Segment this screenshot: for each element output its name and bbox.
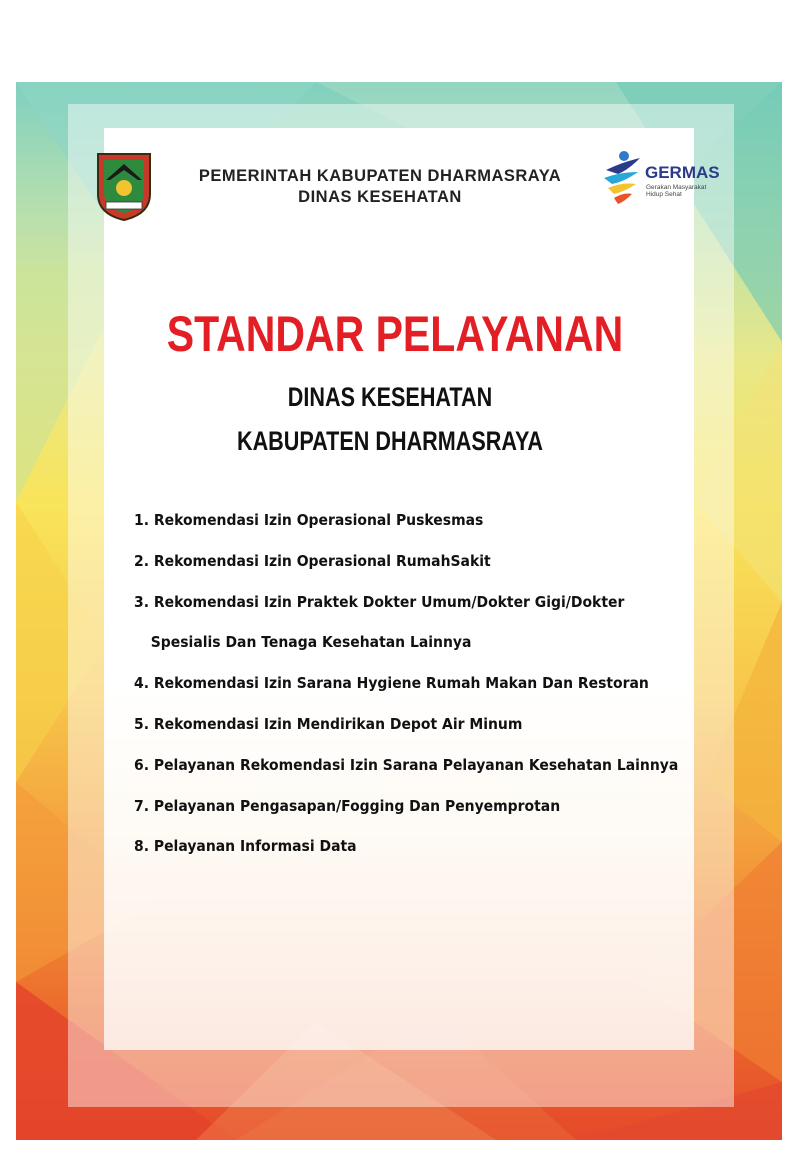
dharmasraya-emblem-icon <box>94 150 154 222</box>
service-item: 2. Rekomendasi Izin Operasional RumahSakit <box>134 551 491 570</box>
service-item: 6. Pelayanan Rekomendasi Izin Sarana Pelayanan Kesehatan Lainnya <box>134 755 679 774</box>
service-item: 7. Pelayanan Pengasapan/Fogging Dan Penyemprotan <box>134 796 561 815</box>
service-item: 4. Rekomendasi Izin Sarana Hygiene Rumah Makan Dan Restoran <box>134 674 649 693</box>
service-item: 3. Rekomendasi Izin Praktek Dokter Umum/Dokter Gigi/Dokter <box>134 592 625 611</box>
service-item-continuation: Spesialis Dan Tenaga Kesehatan Lainnya <box>150 633 472 652</box>
service-item: 1. Rekomendasi Izin Operasional Puskesmas <box>134 511 484 529</box>
header-line-2: DINAS KESEHATAN <box>298 188 462 206</box>
subtitle-line-2: KABUPATEN DHARMASRAYA <box>236 426 544 456</box>
service-list <box>134 510 734 877</box>
service-item: 8. Pelayanan Informasi Data <box>134 837 357 856</box>
header-line-1: PEMERINTAH KABUPATEN DHARMASRAYA <box>198 167 562 185</box>
service-item: 5. Rekomendasi Izin Mendirikan Depot Air Minum <box>134 714 523 733</box>
subtitle-line-1: DINAS KESEHATAN <box>287 382 493 412</box>
germas-name: GERMAS <box>645 163 720 182</box>
agency-header <box>160 166 600 208</box>
page-title: STANDAR PELAYANAN <box>166 306 624 362</box>
germas-tagline: Gerakan Masyarakat Hidup Sehat <box>646 184 707 198</box>
